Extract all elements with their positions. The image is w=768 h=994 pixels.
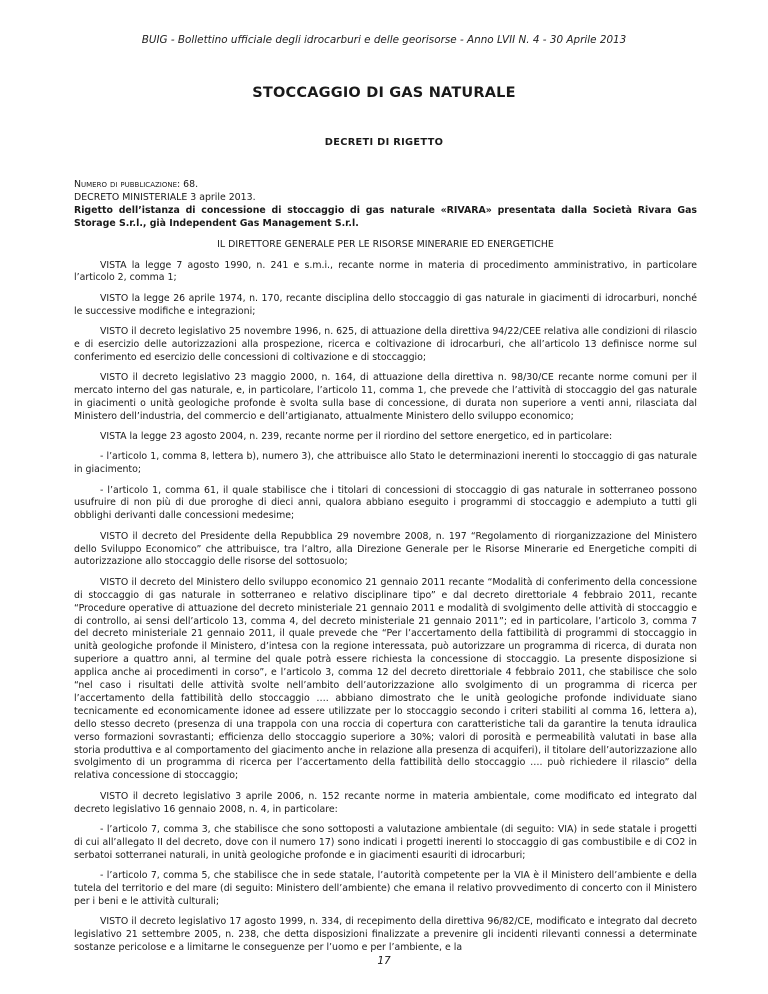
document-body (74, 179, 697, 962)
paragraph: VISTO il decreto legislativo 17 agosto 1999, n. 334, di recepimento della direttiva 96/82/CE, modificato e integrato dal decreto legislativo 21 settembre 2005, n. 238, che detta disposizioni finalizzate a prevenire gli incidenti rilevanti connessi a determinate sostanze pericolose e a limitarne le conseguenze per l’uomo e per l’ambiente, e la (74, 916, 697, 953)
bullet-paragraph: - l’articolo 7, comma 5, che stabilisce che in sede statale, l’autorità competente per la VIA è il Ministero dell’ambiente e della tutela del territorio e del mare (di seguito: Ministero dell’ambiente) che emana il relativo provvedimento di concerto con il Ministero per i beni e le attività culturali; (74, 869, 697, 907)
decree-title: Rigetto dell’istanza di concessione di stoccaggio di gas naturale «RIVARA» presentata dalla Società Rivara Gas Storage S.r.l., già Independent Gas Management S.r.l. (74, 204, 697, 229)
bullet-paragraph: - l’articolo 1, comma 61, il quale stabilisce che i titolari di concessioni di stoccaggio di gas naturale in sotterraneo possono usufruire di non più di due proroghe di dieci anni, qualora abbiano eseguito i programmi di stoccaggio e adempiuto a tutti gli obblighi derivanti dalle concessioni medesime; (74, 484, 697, 522)
publication-number-label: Numero di pubblicazione: (74, 179, 181, 190)
paragraph: VISTO il decreto legislativo 23 maggio 2000, n. 164, di attuazione della direttiva n. 98/30/CE recante norme comuni per il mercato interno del gas naturale, e, in particolare, l’articolo 11, comma 1, che prevede che l’attività di stoccaggio del gas naturale in giacimenti o unità geologiche profonde è svolta sulla base di concessione, di durata non superiore a venti anni, rilasciata dal Ministero dell’industria, del commercio e dell’artigianato, attualmente Ministero dello sviluppo economico; (74, 372, 697, 422)
running-header: BUIG - Bollettino ufficiale degli idrocarburi e delle georisorse - Anno LVII N. 4 - 30 Aprile 2013 (141, 34, 627, 46)
issuing-authority: IL DIRETTORE GENERALE PER LE RISORSE MINERARIE ED ENERGETICHE (217, 238, 554, 250)
paragraph: VISTO la legge 26 aprile 1974, n. 170, recante disciplina dello stoccaggio di gas naturale in giacimenti di idrocarburi, nonché le successive modifiche e integrazioni; (74, 292, 697, 317)
paragraph: VISTO il decreto del Ministero dello sviluppo economico 21 gennaio 2011 recante “Modalità di conferimento della concessione di stoccaggio di gas naturale in sotterraneo e relativo disciplinare tipo” e dal decreto direttoriale 4 febbraio 2011, recante “Procedure operative di attuazione del decreto ministeriale 21 gennaio 2011 e modalità di svolgimento delle attività di stoccaggio e di controllo, ai sensi dell’articolo 13, comma 4, del decreto ministeriale 21 gennaio 2011”; ed in particolare, l’articolo 3, comma 7 del decreto ministeriale 21 gennaio 2011, il quale prevede che “Per l’accertamento della fattibilità di programmi di stoccaggio in unità geologiche profonde il Ministero, d’intesa con la regione interessata, può autorizzare un programma di ricerca, di durata non superiore a quattro anni, al termine del quale potrà essere richiesta la concessione di stoccaggio. La presente disposizione si applica anche ai procedimenti in corso”, e l’articolo 3, comma 12 del decreto direttoriale 4 febbraio 2011, che stabilisce che solo “nel caso i risultati delle attività svolte nell’ambito dell’autorizzazione allo svolgimento di un programma di ricerca per l’accertamento della fattibilità dello stoccaggio …. abbiano dimostrato che le unità geologiche profonde individuate siano tecnicamente ed economicamente idonee ad essere utilizzate per lo stoccaggio secondo i criteri stabiliti al comma 16, lettera a), dello stesso decreto (presenza di una trappola con una roccia di copertura con caratteristiche tali da garantire la tenuta idraulica verso formazioni sovrastanti; efficienza dello stoccaggio superiore a 30%; valori di porosità e permeabilità valutati in base alla storia produttiva e al comportamento del giacimento anche in relazione alla presenza di acquiferi), il titolare dell’autorizzazione allo svolgimento di un programma di ricerca per l’accertamento della fattibilità dello stoccaggio …. può richiedere il rilascio” della relativa concessione di stoccaggio; (74, 576, 697, 782)
paragraph: VISTO il decreto legislativo 3 aprile 2006, n. 152 recante norme in materia ambientale, come modificato ed integrato dal decreto legislativo 16 gennaio 2008, n. 4, in particolare: (74, 790, 697, 815)
page-number: 17 (377, 955, 391, 967)
decree-date: DECRETO MINISTERIALE 3 aprile 2013. (74, 191, 256, 203)
subsection-title: DECRETI DI RIGETTO (324, 137, 444, 148)
paragraph: VISTO il decreto legislativo 25 novembre 1996, n. 625, di attuazione della direttiva 94/22/CEE relativa alle condizioni di rilascio e di esercizio delle autorizzazioni alla prospezione, ricerca e coltivazione di idrocarburi, che all’articolo 13 definisce norme sul conferimento ed esercizio delle concessioni di coltivazione e di stoccaggio; (74, 325, 697, 363)
bullet-paragraph: - l’articolo 7, comma 3, che stabilisce che sono sottoposti a valutazione ambientale (di seguito: VIA) in sede statale i progetti di cui all’allegato II del decreto, dove con il numero 17) sono indicati i progetti inerenti lo stoccaggio di gas combustibile e di CO2 in serbatoi sotterranei naturali, in unità geologiche profonde e in giacimenti esauriti di idrocarburi; (74, 823, 697, 861)
section-title: STOCCAGGIO DI GAS NATURALE (252, 85, 516, 101)
paragraph: VISTA la legge 23 agosto 2004, n. 239, recante norme per il riordino del settore energetico, ed in particolare: (100, 431, 613, 443)
bullet-paragraph: - l’articolo 1, comma 8, lettera b), numero 3), che attribuisce allo Stato le determinazioni inerenti lo stoccaggio di gas naturale in giacimento; (74, 451, 697, 476)
publication-number-line (74, 179, 697, 192)
paragraph: VISTA la legge 7 agosto 1990, n. 241 e s.m.i., recante norme in materia di procedimento amministrativo, in particolare l’articolo 2, comma 1; (74, 259, 697, 284)
paragraph: VISTO il decreto del Presidente della Repubblica 29 novembre 2008, n. 197 “Regolamento di riorganizzazione del Ministero dello Sviluppo Economico” che attribuisce, tra l’altro, alla Direzione Generale per le Risorse Minerarie ed Energetiche compiti di autorizzazione allo stoccaggio delle risorse del sottosuolo; (74, 530, 697, 568)
publication-number: 68. (183, 179, 199, 190)
